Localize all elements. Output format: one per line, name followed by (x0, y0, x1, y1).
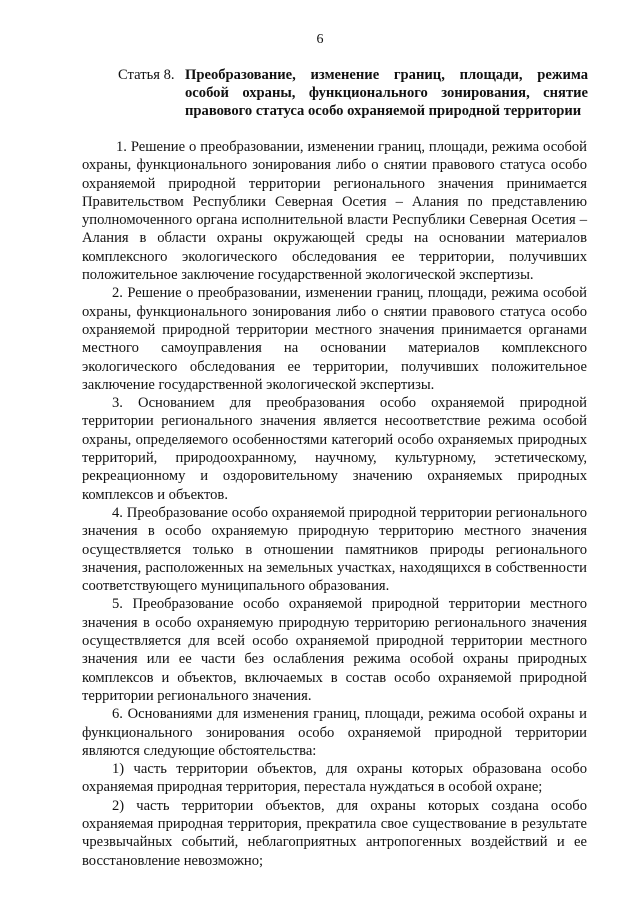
paragraph-6: 6. Основаниями для изменения границ, площади, режима особой охраны и функционального зонирования особо охраняемой природной территории являются следующие обстоятельства: (82, 706, 587, 759)
article-heading (118, 66, 588, 120)
paragraph-4: 4. Преобразование особо охраняемой природной территории регионального значения в особо охраняемую природную территорию местного значения осуществляется только в отношении памятников природы регионального значения, расположенных на земельных участках, находящихся в собственности соответствующего муниципального образования. (82, 504, 587, 595)
list-item-2: 2) часть территории объектов, для охраны которых создана особо охраняемая природная территория, прекратила свое существование в результате чрезвычайных событий, неблагоприятных антропогенных воздействий и ее восстановление невозможно; (82, 797, 587, 869)
paragraph-5: 5. Преобразование особо охраняемой природной территории местного значения в особо охраняемую природную территорию регионального значения осуществляется для всей особо охраняемой природной территории местного значения или ее части без ослабления режима особой охраны природных комплексов и объектов, включаемых в состав особо охраняемой природной территории регионального значения. (82, 596, 587, 704)
article-title: Преобразование, изменение границ, площади, режима особой охраны, функционального зонирования, снятие правового статуса особо охраняемой природной территории (185, 67, 588, 119)
article-body (82, 138, 587, 870)
page-number: 6 (316, 32, 324, 47)
paragraph-2: 2. Решение о преобразовании, изменении границ, площади, режима особой охраны, функционального зонирования либо о снятии правового статуса особо охраняемой природной территории местного значения принимается органами местного самоуправления на основании материалов комплексного экологического обследования ее территории, получивших положительное заключение государственной экологической экспертизы. (82, 285, 587, 393)
list-item-1: 1) часть территории объектов, для охраны которых образована особо охраняемая природная территория, перестала нуждаться в особой охране; (82, 761, 587, 796)
paragraph-1: 1. Решение о преобразовании, изменении границ, площади, режима особой охраны, функционального зонирования либо о снятии правового статуса особо охраняемой природной территории регионального значения принимается Правительством Республики Северная Осетия – Алания по представлению уполномоченного органа исполнительной власти Республики Северная Осетия – Алания в области охраны окружающей среды на основании материалов комплексного экологического обследования ее территории, получивших положительное заключение государственной экологической экспертизы. (82, 139, 587, 284)
paragraph-3: 3. Основанием для преобразования особо охраняемой природной территории регионального значения является несоответствие режима особой охраны, определяемого особенностями категорий особо охраняемых природных территорий, природоохранному, научному, культурному, эстетическому, рекреационному и оздоровительному значению охраняемых природных комплексов и объектов. (82, 395, 587, 503)
article-label: Статья 8. (118, 67, 175, 83)
